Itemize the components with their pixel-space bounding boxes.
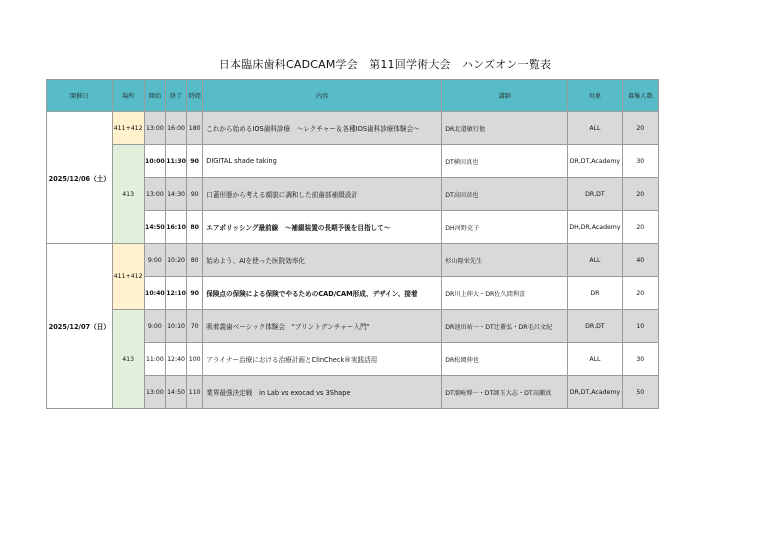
session-content: 始めよう、AIを使った医院効率化 [203, 244, 442, 277]
duration: 70 [187, 310, 203, 343]
end-time: 14:50 [165, 376, 186, 409]
end-time: 14:30 [165, 178, 186, 211]
target: DH,DR,Academy [568, 211, 622, 244]
table-row [47, 145, 659, 178]
session-content: 保険点の保険による保険でやるためのCAD/CAM形成、デザイン、接着 [203, 277, 442, 310]
duration: 90 [187, 277, 203, 310]
duration: 180 [187, 112, 203, 145]
end-time: 11:30 [165, 145, 186, 178]
session-content: これから始めるIOS歯科診療 ～レクチャー＆各種IOS歯科診療体験会～ [203, 112, 442, 145]
start-time: 9:00 [144, 310, 165, 343]
capacity: 20 [622, 211, 658, 244]
target: ALL [568, 112, 622, 145]
venue-cell: 411+412 [112, 244, 144, 310]
target: DR,DT [568, 310, 622, 343]
header-content: 内容 [203, 80, 442, 112]
capacity: 50 [622, 376, 658, 409]
end-time: 16:00 [165, 112, 186, 145]
start-time: 10:00 [144, 145, 165, 178]
header-venue: 場所 [112, 80, 144, 112]
table-row [47, 112, 659, 145]
start-time: 9:00 [144, 244, 165, 277]
session-content: 業界最強決定戦 in Lab vs exocad vs 3Shape [203, 376, 442, 409]
venue-cell: 413 [112, 145, 144, 244]
header-end: 終了 [165, 80, 186, 112]
header-duration: 時間 [187, 80, 203, 112]
duration: 110 [187, 376, 203, 409]
table-row [47, 244, 659, 277]
lecturer: 杉山隆栄先生 [442, 244, 568, 277]
page-title: 日本臨床歯科CADCAM学会 第11回学術大会 ハンズオン一覧表 [218, 58, 552, 71]
header-target: 対象 [568, 80, 622, 112]
end-time: 10:20 [165, 244, 186, 277]
lecturer: DR北道敏行他 [442, 112, 568, 145]
venue-cell: 413 [112, 310, 144, 409]
lecturer: DR松岡伸也 [442, 343, 568, 376]
start-time: 13:00 [144, 178, 165, 211]
duration: 90 [187, 145, 203, 178]
duration: 100 [187, 343, 203, 376]
lecturer: DR池田祐一・DT辻蓋弘・DR毛呂文紀 [442, 310, 568, 343]
target: DR [568, 277, 622, 310]
target: DR,DT,Academy [568, 145, 622, 178]
capacity: 30 [622, 343, 658, 376]
lecturer: DT高田彦也 [442, 178, 568, 211]
venue-cell: 411+412 [112, 112, 144, 145]
header-capacity: 募集人数 [622, 80, 658, 112]
date-cell: 2025/12/06（土） [47, 112, 113, 244]
hands-on-table [46, 79, 659, 409]
header-start: 開始 [144, 80, 165, 112]
target: DR,DT,Academy [568, 376, 622, 409]
capacity: 30 [622, 145, 658, 178]
capacity: 20 [622, 178, 658, 211]
end-time: 10:10 [165, 310, 186, 343]
target: DR,DT [568, 178, 622, 211]
session-content: 吸着義歯ベーシック体験会 "プリントデンチャー入門" [203, 310, 442, 343]
lecturer: DR川上伸大・DR佐久間利喜 [442, 277, 568, 310]
duration: 80 [187, 244, 203, 277]
session-content: エアポリッシング最前線 ～補綴装置の長期予後を目指して～ [203, 211, 442, 244]
start-time: 11:00 [144, 343, 165, 376]
session-content: DIGITAL shade taking [203, 145, 442, 178]
lecturer: DH河野克子 [442, 211, 568, 244]
lecturer: DT溜崎博一・DT師玉大志・DT高瀬真 [442, 376, 568, 409]
lecturer: DT横田真也 [442, 145, 568, 178]
capacity: 20 [622, 277, 658, 310]
start-time: 10:40 [144, 277, 165, 310]
capacity: 20 [622, 112, 658, 145]
end-time: 16:10 [165, 211, 186, 244]
table-row [47, 310, 659, 343]
header-lecturer: 講師 [442, 80, 568, 112]
capacity: 40 [622, 244, 658, 277]
start-time: 13:00 [144, 112, 165, 145]
session-content: 口蓋形態から考える顔貌に調和した前歯部補綴設計 [203, 178, 442, 211]
start-time: 13:00 [144, 376, 165, 409]
duration: 90 [187, 178, 203, 211]
header-row [47, 80, 659, 112]
date-cell: 2025/12/07（日） [47, 244, 113, 409]
start-time: 14:50 [144, 211, 165, 244]
end-time: 12:40 [165, 343, 186, 376]
target: ALL [568, 343, 622, 376]
end-time: 12:10 [165, 277, 186, 310]
capacity: 10 [622, 310, 658, 343]
target: ALL [568, 244, 622, 277]
duration: 80 [187, 211, 203, 244]
header-date: 開催日 [47, 80, 113, 112]
session-content: アライナー治療における治療計画とClinCheck®実践活用 [203, 343, 442, 376]
